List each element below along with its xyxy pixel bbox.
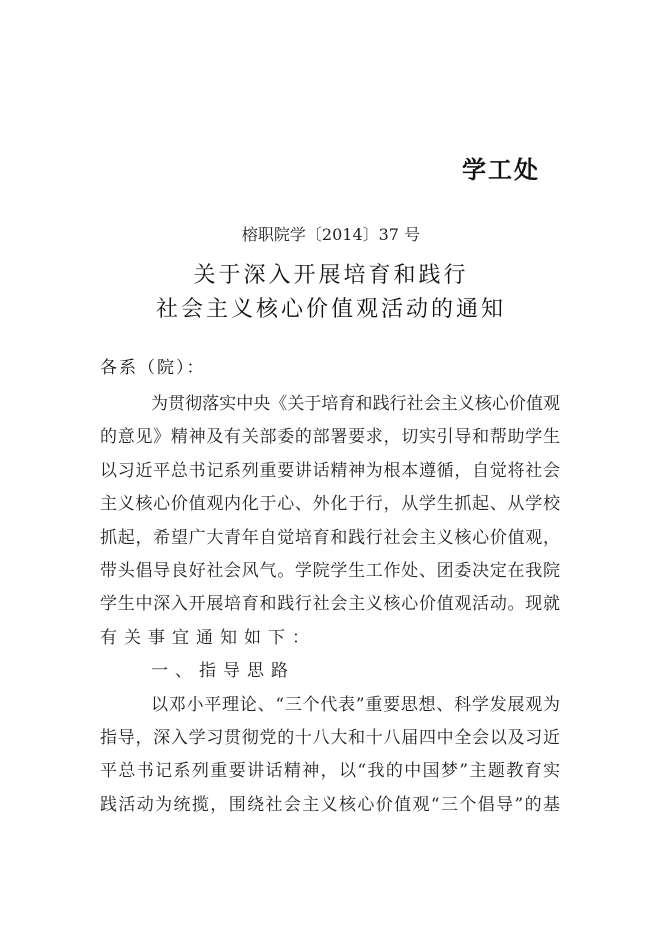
title-line-1: 关于深入开展培育和践行 <box>193 263 469 288</box>
body-line: 平总书记系列重要讲话精神，以“我的中国梦”主题教育实 <box>100 761 560 782</box>
body-line: 主义核心价值观内化于心、外化于行，从学生抓起、从学校 <box>100 494 560 515</box>
organization-header: 学工处 <box>462 155 540 184</box>
salutation: 各系（院）： <box>100 358 206 378</box>
body-line: 践活动为统揽，围绕社会主义核心价值观“三个倡导”的基 <box>100 794 560 815</box>
body-line: 以邓小平理论、“三个代表”重要思想、科学发展观为 <box>151 694 560 715</box>
body-line: 指导，深入学习贯彻党的十八大和十八届四中全会以及习近 <box>100 727 560 748</box>
body-line: 有关事宜通知如下： <box>100 627 316 648</box>
body-text <box>100 388 560 822</box>
body-line: 抓起，希望广大青年自觉培育和践行社会主义核心价值观， <box>100 527 560 548</box>
document-number: 榕职院学〔2014〕37 号 <box>241 225 421 244</box>
title-line-2: 社会主义核心价值观活动的通知 <box>155 297 506 322</box>
section-heading: 一、指导思路 <box>151 661 295 682</box>
body-line: 学生中深入开展培育和践行社会主义核心价值观活动。现就 <box>100 594 560 615</box>
body-line: 为贯彻落实中央《关于培育和践行社会主义核心价值观 <box>151 394 560 414</box>
body-line: 的意见》精神及有关部委的部署要求，切实引导和帮助学生 <box>100 427 560 448</box>
body-line: 带头倡导良好社会风气。学院学生工作处、团委决定在我院 <box>100 560 560 581</box>
body-line: 以习近平总书记系列重要讲话精神为根本遵循，自觉将社会 <box>100 460 560 481</box>
